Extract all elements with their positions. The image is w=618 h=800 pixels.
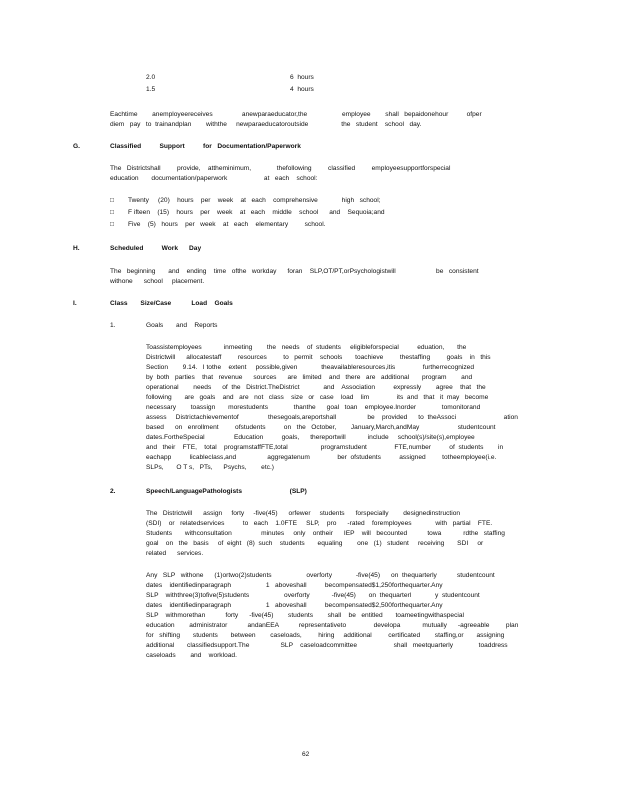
subsection-1-number: 1. [110,322,116,329]
section-i-title: Class Size/Case Load Goals [110,300,233,307]
paragraph-line: assess Districtachievementof thesegoals,areportshall be provided to theAssoci ation [146,414,518,421]
section-h-letter: H. [73,245,80,252]
section-g-letter: G. [73,143,80,150]
section-g-title: Classified Support for Documentation/Paperwork [110,143,301,150]
paragraph-line: Eachtime anemployeereceives anewparaeducator,the employee shall bepaidonehour ofper [110,111,482,118]
paragraph-line: dates identifiedinparagraph 1 aboveshall becompensated$2,500forthequarter.Any [146,602,443,609]
paragraph-line: Toassistemployees inmeeting the needs of students eligibleforspecial eduation, the [146,344,467,351]
paragraph-line: and their FTE, total programstaffFTE,total programstudent FTE,number of students in [146,444,504,451]
bullet-icon: □ [110,221,114,228]
paragraph-line: The beginning and ending time ofthe workday foran SLP,OT/PT,orPsychologistwill be consistent [110,268,479,275]
paragraph-line: operational needs of the District.TheDistrict and Association expressly agree that the [146,384,486,391]
paragraph-line: dates identifiedinparagraph 1 aboveshall becompensated$1,250forthequarter.Any [146,582,443,589]
paragraph-line: necessary toassign morestudents thanthe goal toan employee.Inorder tomonitorand [146,404,481,411]
section-h-title: Scheduled Work Day [110,245,202,252]
paragraph-line: Districtwill allocatestaff resources to permit schools toachieve thestaffing goals in this [146,354,491,361]
paragraph-line: by both parties that revenue sources are limited and there are additional program and [146,374,473,381]
paragraph-line: SLPs, O T s, PTs, Psychs, etc.) [146,464,275,471]
table-row-2-label: 1.5 [146,86,156,93]
paragraph-line: related services. [146,550,204,557]
section-i-letter: I. [73,300,77,307]
table-row-1-label: 2.0 [146,74,156,81]
paragraph-line: Section 9.14. I tothe extent possible,given theavailableresources,itis furtherrecognized [146,364,475,371]
paragraph-line: eachapp licableclass,and aggregatenum ber ofstudents assigned totheemployee(i.e. [146,454,497,461]
paragraph-line: Any SLP withone (1)ortwo(2)students overforty -five(45) on thequarterly studentcount [146,572,495,579]
paragraph-line: caseloads and workload. [146,652,237,659]
list-item: Five (5) hours per week at each elementary school. [128,221,326,228]
subsection-2-number: 2. [110,488,116,495]
paragraph-line: (SDI) or relatedservices to each 1.0FTE SLP, pro -rated foremployees with partial FTE. [146,520,493,527]
bullet-icon: □ [110,209,114,216]
table-row-1-value: 6 hours [290,74,314,81]
paragraph-line: additional classifiedsupport.The SLP caseloadcommittee shall meetquarterly toaddress [146,642,508,649]
paragraph-line: withone school placement. [110,278,205,285]
paragraph-line: The Districtwill assign forty -five(45) orfewer students forspecially designedinstruction [146,510,461,517]
paragraph-line: Students withconsultation minutes only ontheir IEP will becounted towa rdthe staffing [146,530,505,537]
list-item: Twenty (20) hours per week at each comprehensive high school; [128,197,381,204]
bullet-icon: □ [110,197,114,204]
paragraph-line: education administrator andanEEA representativeto developa mutually -agreeable plan [146,622,519,629]
list-item: F ifteen (15) hours per week at each middle school and Sequoia;and [128,209,385,216]
paragraph-line: SLP withmorethan forty -five(45) students shall be entitled toameetingwithaspecial [146,612,464,619]
paragraph-line: education documentation/paperwork at each school: [110,175,318,182]
paragraph-line: for shifting students between caseloads, hiring additional certificated staffing,or assigning [146,632,505,639]
paragraph-line: based on enrollment ofstudents on the October, January,March,andMay studentcount [146,424,496,431]
paragraph-line: diem pay to trainandplan withthe newparaeducatoroutside the student school day. [110,121,422,128]
paragraph-line: goal on the basis of eight (8) such students equaling one (1) student receiving SDI or [146,540,484,547]
page-number: 62 [302,751,310,758]
subsection-2-title: Speech/LanguagePathologists (SLP) [146,488,307,495]
paragraph-line: dates.FortheSpecial Education goals, thereportwill include school(s)/site(s),employee [146,434,475,441]
table-row-2-value: 4 hours [290,86,314,93]
subsection-1-title: Goals and Reports [146,322,218,329]
paragraph-line: following are goals and are not class size or case load lim its and that it may become [146,394,489,401]
paragraph-line: SLP withthree(3)tofive(5)students overforty -five(45) on thequarterl y studentcount [146,592,480,599]
paragraph-line: The Districtshall provide, attheminimum, thefollowing classified employeesupportforspecial [110,165,451,172]
